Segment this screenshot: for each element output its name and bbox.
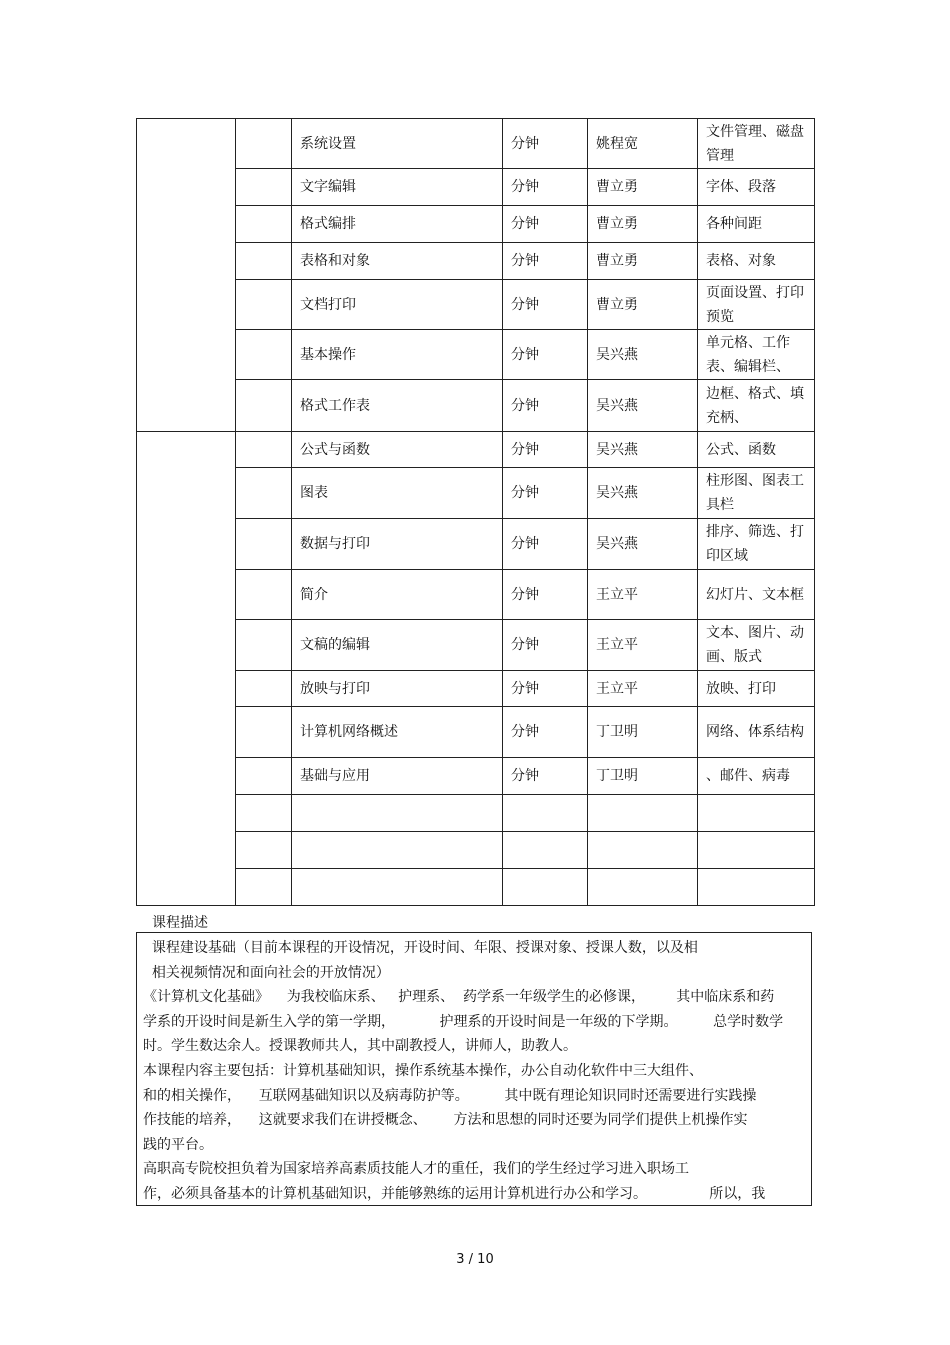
time-cell: 分钟: [503, 380, 588, 432]
table-row: [137, 119, 815, 169]
index-cell: [236, 832, 292, 869]
teacher-cell: 丁卫明: [588, 707, 698, 758]
description-line: 本课程内容主要包括：计算机基础知识，操作系统基本操作，办公自动化软件中三大组件、: [143, 1062, 703, 1079]
topic-cell: 公式与函数: [292, 432, 503, 468]
topic-cell: 文稿的编辑: [292, 620, 503, 671]
table-row: [137, 169, 815, 206]
topic-cell: 基本操作: [292, 330, 503, 380]
index-cell: [236, 169, 292, 206]
table-row: [137, 869, 815, 906]
time-cell: 分钟: [503, 330, 588, 380]
time-cell: 分钟: [503, 280, 588, 330]
description-line: 践的平台。: [143, 1136, 213, 1153]
table-row: [137, 570, 815, 620]
teacher-cell: 曹立勇: [588, 280, 698, 330]
index-cell: [236, 119, 292, 169]
time-cell: [503, 832, 588, 869]
topic-cell: [292, 795, 503, 832]
table-row: [137, 380, 815, 432]
points-cell: 幻灯片、文本框: [698, 570, 815, 620]
index-cell: [236, 519, 292, 570]
table-row: [137, 206, 815, 243]
points-cell: [698, 869, 815, 906]
time-cell: 分钟: [503, 243, 588, 280]
description-line: 相关视频情况和面向社会的开放情况）: [143, 964, 390, 981]
time-cell: [503, 869, 588, 906]
teacher-cell: 吴兴燕: [588, 432, 698, 468]
points-cell: 、邮件、病毒: [698, 758, 815, 795]
index-cell: [236, 432, 292, 468]
index-cell: [236, 330, 292, 380]
time-cell: 分钟: [503, 468, 588, 519]
time-cell: [503, 795, 588, 832]
index-cell: [236, 206, 292, 243]
topic-cell: [292, 832, 503, 869]
index-cell: [236, 707, 292, 758]
teacher-cell: [588, 869, 698, 906]
table-row: [137, 243, 815, 280]
table-row: [137, 707, 815, 758]
topic-cell: 放映与打印: [292, 671, 503, 707]
points-cell: 字体、段落: [698, 169, 815, 206]
teacher-cell: 丁卫明: [588, 758, 698, 795]
time-cell: 分钟: [503, 671, 588, 707]
section-cell: [137, 119, 236, 432]
points-cell: 边框、格式、填充柄、: [698, 380, 815, 432]
description-line: 作技能的培养， 这就要求我们在讲授概念、 方法和思想的同时还要为同学们提供上机操作实: [143, 1112, 748, 1129]
time-cell: 分钟: [503, 206, 588, 243]
index-cell: [236, 468, 292, 519]
topic-cell: 简介: [292, 570, 503, 620]
topic-cell: 格式编排: [292, 206, 503, 243]
table-row: [137, 330, 815, 380]
teacher-cell: 王立平: [588, 620, 698, 671]
index-cell: [236, 280, 292, 330]
topic-cell: [292, 869, 503, 906]
table-row: [137, 620, 815, 671]
topic-cell: 计算机网络概述: [292, 707, 503, 758]
description-line: 课程建设基础（目前本课程的开设情况，开设时间、年限、授课对象、授课人数，以及相: [143, 940, 698, 956]
points-cell: 页面设置、打印预览: [698, 280, 815, 330]
time-cell: 分钟: [503, 620, 588, 671]
topic-cell: 基础与应用: [292, 758, 503, 795]
table-row: [137, 280, 815, 330]
teacher-cell: 王立平: [588, 570, 698, 620]
teacher-cell: 曹立勇: [588, 169, 698, 206]
topic-cell: 系统设置: [292, 119, 503, 169]
description-line: 作，必须具备基本的计算机基础知识，并能够熟练的运用计算机进行办公和学习。 所以，我: [143, 1185, 766, 1202]
page-number: 3 / 10: [456, 1252, 494, 1267]
teacher-cell: 吴兴燕: [588, 519, 698, 570]
description-line: 高职高专院校担负着为国家培养高素质技能人才的重任，我们的学生经过学习进入职场工: [143, 1161, 689, 1178]
teacher-cell: 曹立勇: [588, 243, 698, 280]
points-cell: 公式、函数: [698, 432, 815, 468]
teacher-cell: 姚程宽: [588, 119, 698, 169]
table-row: [137, 468, 815, 519]
time-cell: 分钟: [503, 169, 588, 206]
points-cell: [698, 832, 815, 869]
section-caption: 课程描述: [152, 915, 208, 931]
teacher-cell: 曹立勇: [588, 206, 698, 243]
points-cell: 单元格、工作表、编辑栏、: [698, 330, 815, 380]
topic-cell: 数据与打印: [292, 519, 503, 570]
time-cell: 分钟: [503, 758, 588, 795]
teacher-cell: [588, 832, 698, 869]
points-cell: 表格、对象: [698, 243, 815, 280]
points-cell: 柱形图、图表工具栏: [698, 468, 815, 519]
time-cell: 分钟: [503, 707, 588, 758]
points-cell: 排序、筛选、打印区域: [698, 519, 815, 570]
table-row: [137, 519, 815, 570]
teacher-cell: 王立平: [588, 671, 698, 707]
index-cell: [236, 243, 292, 280]
time-cell: 分钟: [503, 119, 588, 169]
topic-cell: 文字编辑: [292, 169, 503, 206]
index-cell: [236, 620, 292, 671]
teacher-cell: 吴兴燕: [588, 468, 698, 519]
topic-cell: 文档打印: [292, 280, 503, 330]
teacher-cell: 吴兴燕: [588, 380, 698, 432]
time-cell: 分钟: [503, 432, 588, 468]
description-line: 时。学生数达余人。授课教师共人，其中副教授人，讲师人，助教人。: [143, 1038, 577, 1055]
topic-cell: 表格和对象: [292, 243, 503, 280]
points-cell: 文本、图片、动画、版式: [698, 620, 815, 671]
section-cell: [137, 432, 236, 906]
index-cell: [236, 869, 292, 906]
table-row: [137, 832, 815, 869]
index-cell: [236, 758, 292, 795]
topic-cell: 格式工作表: [292, 380, 503, 432]
index-cell: [236, 380, 292, 432]
table-row: [137, 758, 815, 795]
points-cell: 放映、打印: [698, 671, 815, 707]
table-row: [137, 795, 815, 832]
index-cell: [236, 795, 292, 832]
time-cell: 分钟: [503, 570, 588, 620]
description-line: 和的相关操作， 互联网基础知识以及病毒防护等。 其中既有理论知识同时还需要进行实践操: [143, 1087, 757, 1104]
teacher-cell: [588, 795, 698, 832]
table-row: [137, 671, 815, 707]
points-cell: 文件管理、磁盘管理: [698, 119, 815, 169]
description-line: 学系的开设时间是新生入学的第一学期， 护理系的开设时间是一年级的下学期。 总学时数学: [143, 1013, 784, 1030]
course-schedule-table: [136, 118, 815, 906]
description-line: 《计算机文化基础》 为我校临床系、 护理系、 药学系一年级学生的必修课， 其中临床系和药: [143, 989, 775, 1006]
time-cell: 分钟: [503, 519, 588, 570]
index-cell: [236, 570, 292, 620]
points-cell: [698, 795, 815, 832]
teacher-cell: 吴兴燕: [588, 330, 698, 380]
table-body: [137, 119, 815, 906]
points-cell: 各种间距: [698, 206, 815, 243]
index-cell: [236, 671, 292, 707]
points-cell: 网络、体系结构: [698, 707, 815, 758]
topic-cell: 图表: [292, 468, 503, 519]
table-row: [137, 432, 815, 468]
course-description-box: [136, 932, 812, 1206]
